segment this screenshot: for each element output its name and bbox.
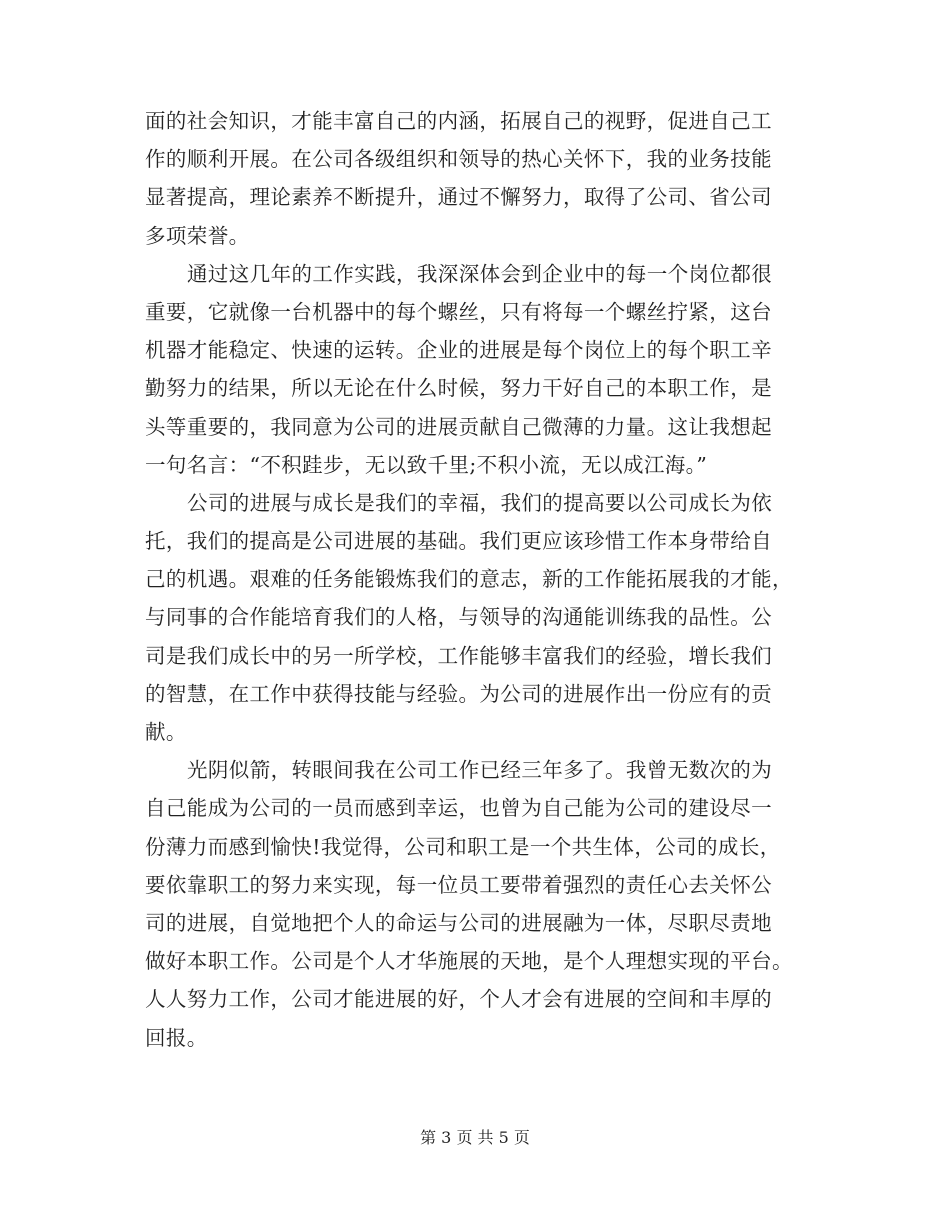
footer-suffix: 页 (513, 1128, 530, 1147)
text-line: 的智慧，在工作中获得技能与经验。为公司的进展作出一份应有的贡 (145, 681, 772, 706)
footer-middle: 页 共 (456, 1128, 494, 1147)
text-line: 司是我们成长中的另一所学校，工作能够丰富我们的经验，增长我们 (145, 643, 772, 668)
total-pages-number: 5 (498, 1128, 509, 1147)
text-line: 多项荣誉。 (145, 223, 250, 248)
text-line: 己的机遇。艰难的任务能锻炼我们的意志，新的工作能拓展我的才能， (145, 567, 793, 592)
paragraph-4 (145, 751, 810, 1057)
text-line: 机器才能稳定、快速的运转。企业的进展是每个岗位上的每个职工辛 (145, 338, 772, 363)
text-line: 要依靠职工的努力来实现，每一位员工要带着强烈的责任心去关怀公 (145, 872, 772, 897)
text-line: 托，我们的提高是公司进展的基础。我们更应该珍惜工作本身带给自 (145, 529, 772, 554)
text-line-first: 通过这几年的工作实践，我深深体会到企业中的每一个岗位都很 (187, 261, 773, 286)
text-line: 人人努力工作，公司才能进展的好，个人才会有进展的空间和丰厚的 (145, 987, 772, 1012)
document-body (145, 102, 810, 1057)
text-line: 自己能成为公司的一员而感到幸运，也曾为自己能为公司的建设尽一 (145, 796, 772, 821)
text-line-first: 光阴似箭，转眼间我在公司工作已经三年多了。我曾无数次的为 (187, 758, 773, 783)
text-line: 与同事的合作能培育我们的人格，与领导的沟通能训练我的品性。公 (145, 605, 772, 630)
text-line: 头等重要的，我同意为公司的进展贡献自己微薄的力量。这让我想起 (145, 414, 772, 439)
paragraph-1 (145, 102, 810, 255)
text-line: 重要，它就像一台机器中的每个螺丝，只有将每一个螺丝拧紧，这台 (145, 299, 772, 324)
text-line: 回报。 (145, 1025, 208, 1050)
text-line: 作的顺利开展。在公司各级组织和领导的热心关怀下，我的业务技能 (145, 147, 772, 172)
text-line: 勤努力的结果，所以无论在什么时候，努力干好自己的本职工作，是 (145, 376, 772, 401)
page-number-footer (0, 1128, 950, 1148)
text-line: 份薄力而感到愉快!我觉得，公司和职工是一个共生体，公司的成长， (145, 834, 781, 859)
footer-prefix: 第 (420, 1128, 437, 1147)
text-line: 一句名言：“不积跬步，无以致千里;不积小流，无以成江海。” (145, 452, 708, 477)
text-line: 面的社会知识，才能丰富自己的内涵，拓展自己的视野，促进自己工 (145, 109, 772, 133)
paragraph-2 (145, 255, 810, 484)
paragraph-3 (145, 484, 810, 751)
text-line: 做好本职工作。公司是个人才华施展的天地，是个人理想实现的平台。 (145, 949, 793, 974)
text-line: 献。 (145, 720, 187, 744)
text-line: 显著提高，理论素养不断提升，通过不懈努力，取得了公司、省公司 (145, 185, 772, 210)
current-page-number: 3 (441, 1128, 452, 1147)
text-line-first: 公司的进展与成长是我们的幸福，我们的提高要以公司成长为依 (187, 490, 773, 515)
text-line: 司的进展，自觉地把个人的命运与公司的进展融为一体，尽职尽责地 (145, 910, 772, 935)
